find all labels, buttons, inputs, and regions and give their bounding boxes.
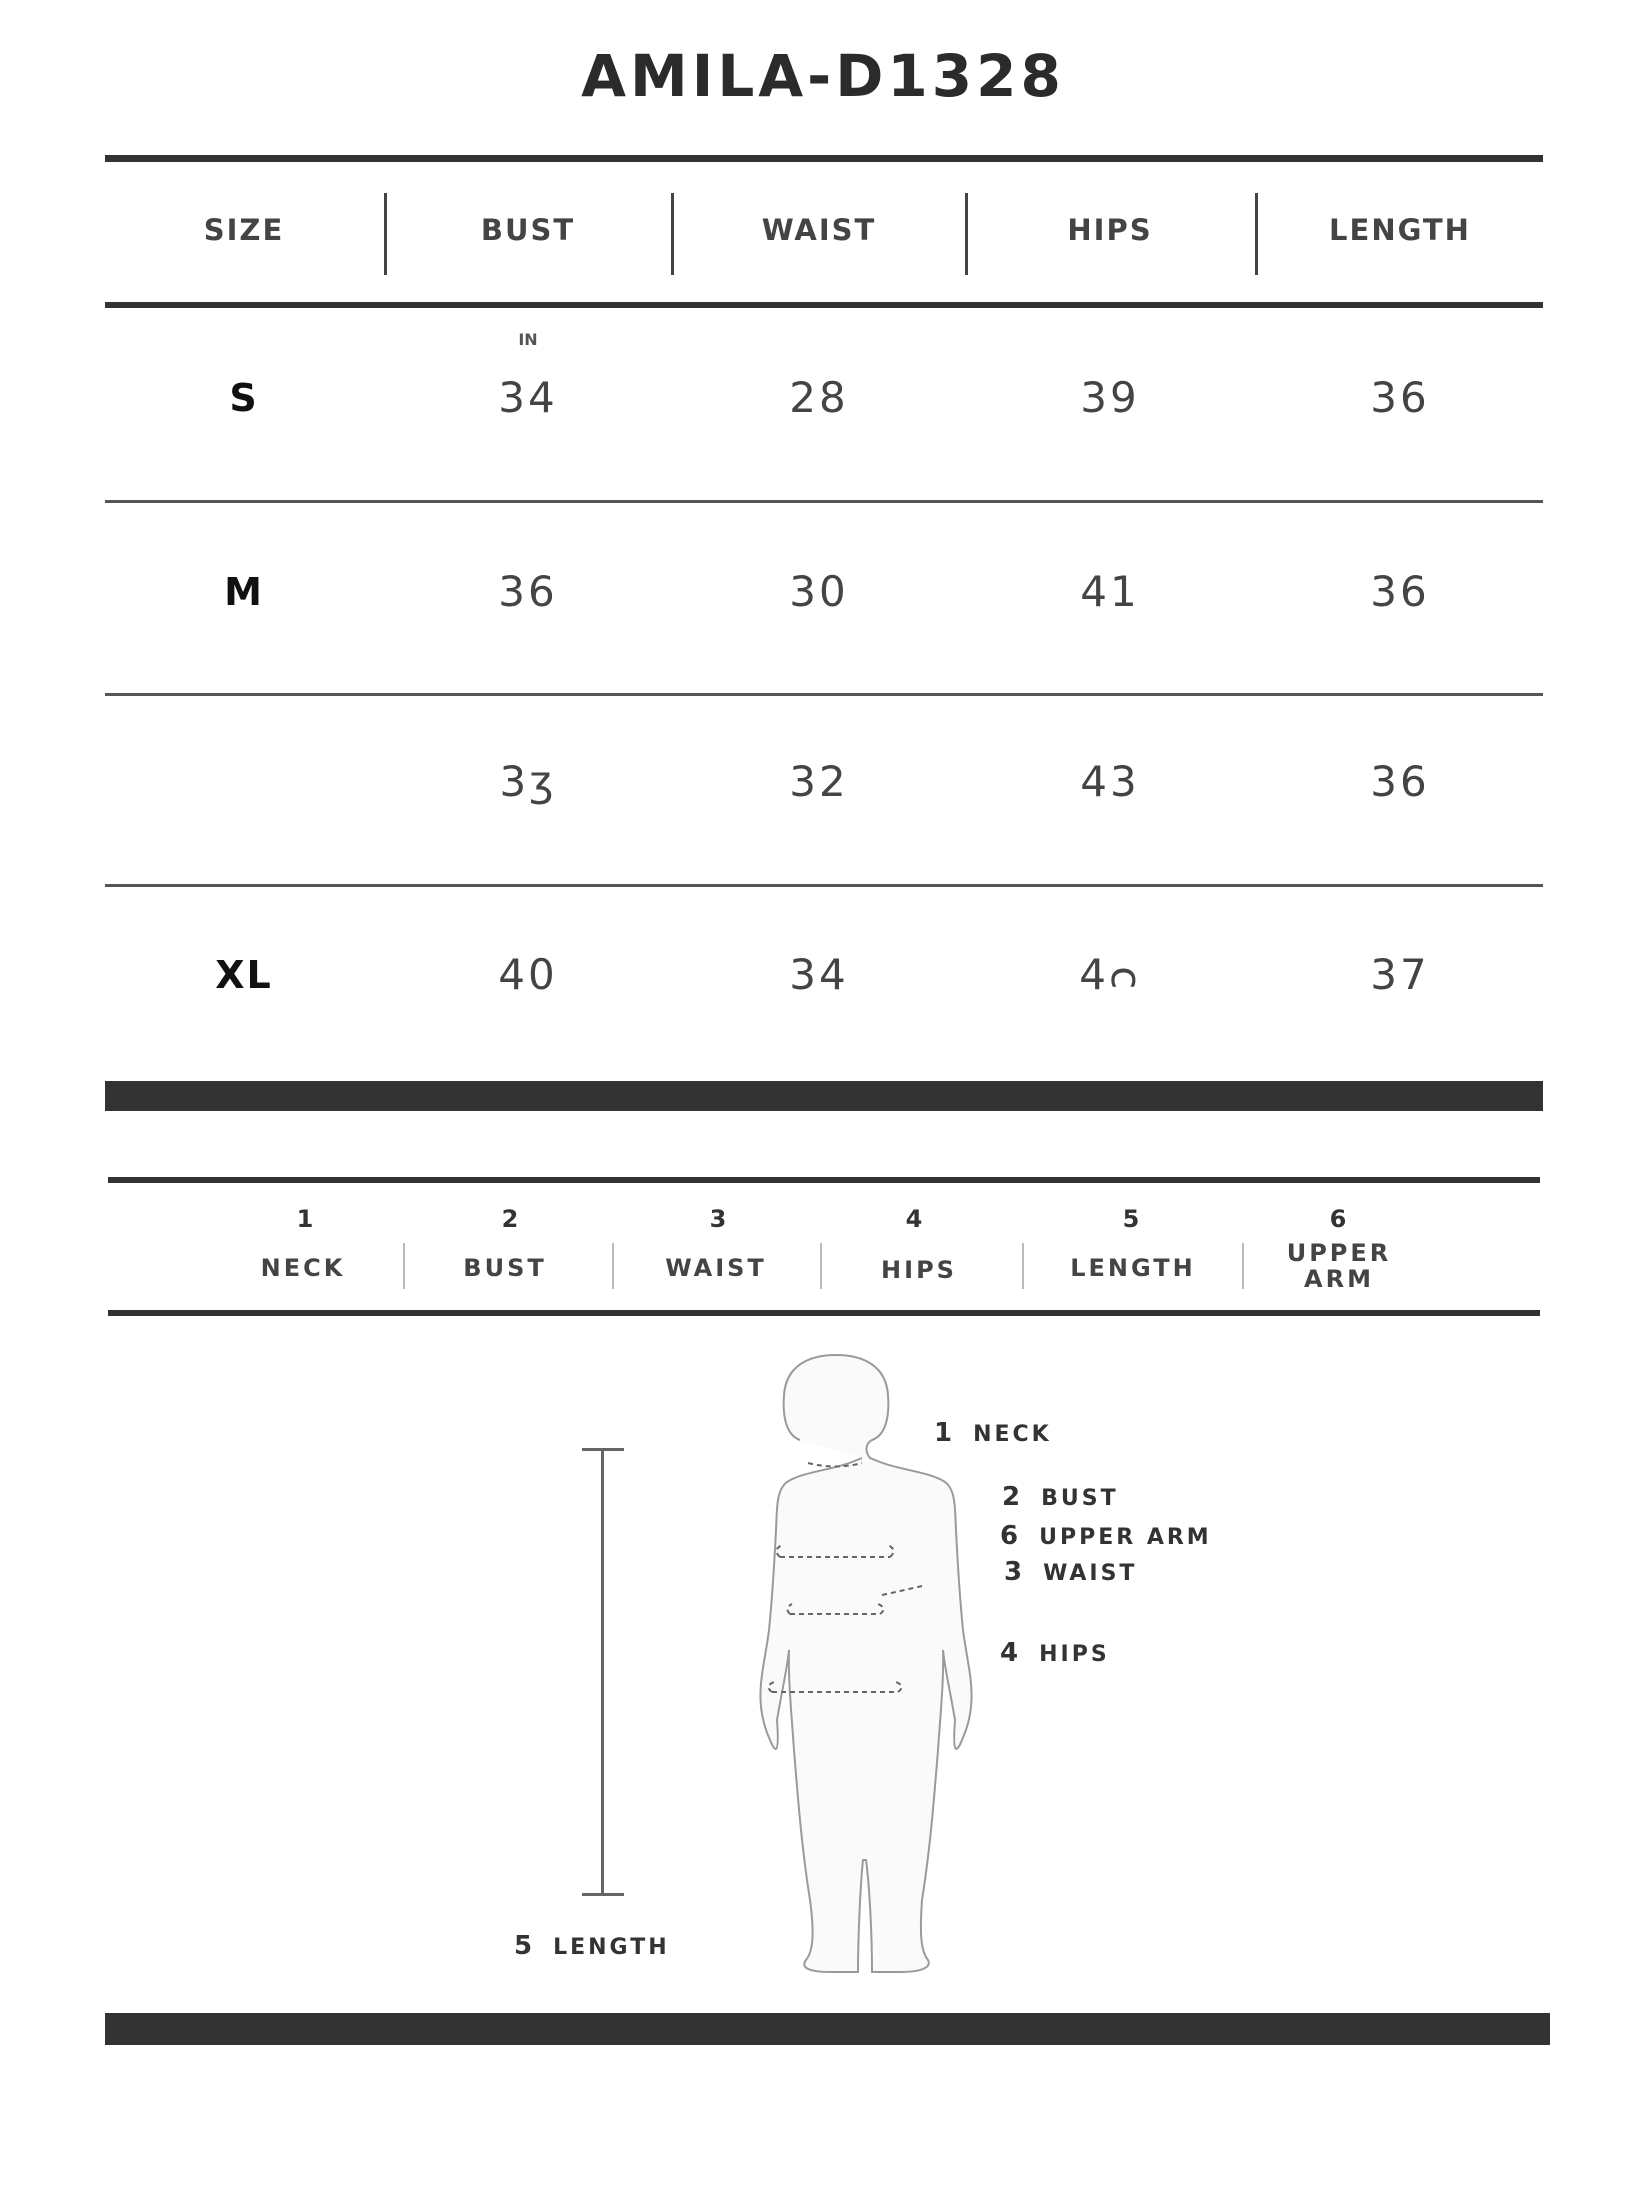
- column-divider: [965, 193, 968, 275]
- legend-divider: [1242, 1243, 1244, 1289]
- legend-label-length: LENGTH: [1070, 1254, 1196, 1282]
- header-hips: HIPS: [1067, 213, 1153, 247]
- column-divider: [671, 193, 674, 275]
- legend-label-neck: NECK: [260, 1254, 346, 1282]
- table-bottom-bar: [105, 1081, 1543, 1111]
- table-top-rule: [105, 155, 1543, 162]
- legend-divider: [820, 1243, 822, 1289]
- hips-cell: 43: [1080, 757, 1140, 806]
- column-divider: [384, 193, 387, 275]
- hips-cell: 39: [1080, 373, 1140, 422]
- callout-neck: 1 NECK: [934, 1418, 1052, 1448]
- row-divider: [105, 884, 1543, 887]
- unit-label: IN: [518, 330, 538, 349]
- header-bust: BUST: [480, 213, 576, 247]
- legend-num: 3: [709, 1205, 727, 1233]
- callout-upper-arm: 6 UPPER ARM: [1000, 1521, 1212, 1551]
- legend-num: 1: [296, 1205, 314, 1233]
- size-cell: XL: [215, 953, 273, 997]
- bust-cell: 3ʒ: [499, 757, 557, 806]
- legend-label-hips: HIPS: [881, 1256, 957, 1284]
- legend-label-upper-arm: UPPER ARM: [1286, 1239, 1392, 1293]
- size-cell: M: [224, 570, 264, 614]
- callout-length: 5 LENGTH: [514, 1931, 670, 1961]
- waist-cell: 28: [789, 373, 849, 422]
- length-bar: [601, 1449, 604, 1895]
- waist-cell: 32: [789, 757, 849, 806]
- length-cell: 36: [1370, 567, 1430, 616]
- length-bar-top-cap: [582, 1448, 624, 1451]
- callout-hips: 4 HIPS: [1000, 1638, 1110, 1668]
- legend-num: 5: [1122, 1205, 1140, 1233]
- column-divider: [1255, 193, 1258, 275]
- length-cell: 36: [1370, 757, 1430, 806]
- diagram-bottom-bar: [105, 2013, 1550, 2045]
- size-cell: S: [229, 376, 259, 420]
- row-divider: [105, 693, 1543, 696]
- bust-cell: 34: [498, 373, 558, 422]
- legend-divider: [612, 1243, 614, 1289]
- legend-divider: [1022, 1243, 1024, 1289]
- legend-divider: [403, 1243, 405, 1289]
- callout-waist: 3 WAIST: [1004, 1557, 1138, 1587]
- row-divider: [105, 500, 1543, 503]
- header-bottom-rule: [105, 302, 1543, 308]
- bust-cell: 36: [498, 567, 558, 616]
- legend-num: 2: [501, 1205, 519, 1233]
- header-waist: WAIST: [761, 213, 877, 247]
- waist-cell: 30: [789, 567, 849, 616]
- legend-bottom-rule: [108, 1310, 1540, 1316]
- waist-cell: 34: [789, 950, 849, 999]
- length-cell: 37: [1370, 950, 1430, 999]
- length-cell: 36: [1370, 373, 1430, 422]
- header-length: LENGTH: [1329, 213, 1471, 247]
- legend-num: 4: [905, 1205, 923, 1233]
- hips-cell: 4ᴒ: [1079, 950, 1141, 999]
- page-title: AMILA-D1328: [581, 42, 1065, 110]
- header-size: SIZE: [203, 213, 285, 247]
- legend-num: 6: [1329, 1205, 1347, 1233]
- bust-cell: 40: [498, 950, 558, 999]
- legend-top-rule: [108, 1177, 1540, 1183]
- legend-label-bust: BUST: [463, 1254, 547, 1282]
- hips-cell: 41: [1080, 567, 1140, 616]
- length-bar-bottom-cap: [582, 1893, 624, 1896]
- callout-bust: 2 BUST: [1002, 1482, 1119, 1512]
- legend-label-waist: WAIST: [665, 1254, 767, 1282]
